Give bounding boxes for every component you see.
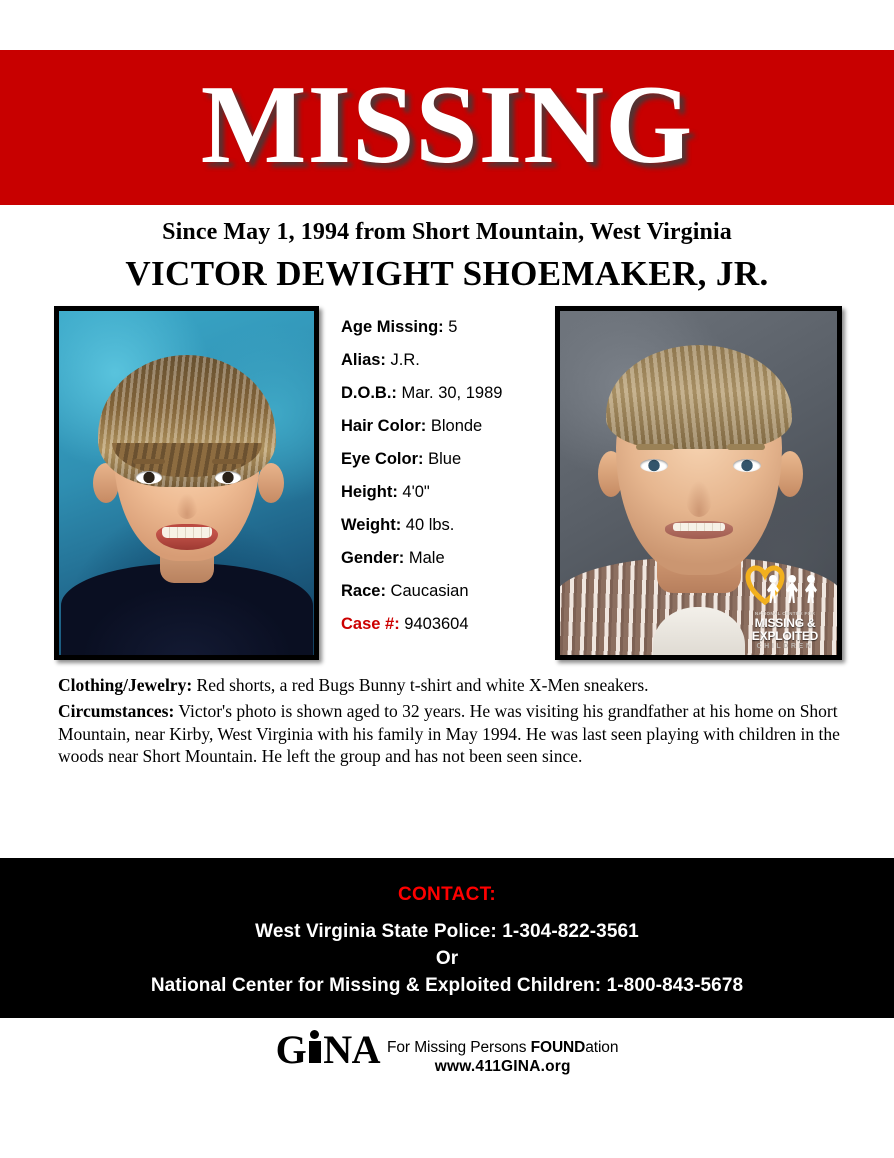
person-figure-icon	[803, 575, 819, 603]
ncmec-mark	[739, 565, 831, 611]
clothing-jewelry-label: Clothing/Jewelry:	[58, 675, 193, 695]
gina-footer	[0, 1027, 894, 1076]
detail-value: 4'0"	[402, 483, 430, 501]
ncmec-line2: EXPLOITED	[751, 628, 819, 643]
gina-wordmark	[275, 1027, 381, 1072]
detail-label: Alias:	[341, 351, 386, 369]
detail-label: Eye Color:	[341, 450, 424, 468]
clothing-jewelry-text: Red shorts, a red Bugs Bunny t-shirt and white X-Men sneakers.	[192, 675, 649, 695]
ncmec-logo	[739, 565, 831, 651]
detail-row	[341, 417, 555, 436]
adult-brow-right	[727, 444, 765, 450]
person-figure-icon	[784, 575, 800, 603]
detail-value: Mar. 30, 1989	[401, 384, 503, 402]
circumstances-label: Circumstances:	[58, 700, 175, 721]
detail-value: J.R.	[390, 351, 420, 369]
detail-row	[341, 318, 555, 337]
adult-eye-left	[640, 459, 668, 472]
child-photo	[59, 311, 314, 655]
clothing-jewelry-line	[58, 674, 840, 697]
detail-label: Height:	[341, 483, 398, 501]
contact-or-line: Or	[435, 948, 459, 969]
top-margin	[0, 0, 894, 50]
child-brow-right	[212, 459, 244, 464]
age-progressed-photo-frame	[555, 306, 842, 660]
adult-eye-right	[733, 459, 761, 472]
person-name: VICTOR DEWIGHT SHOEMAKER, JR.	[125, 254, 769, 293]
narrative-section	[0, 660, 894, 768]
details-list	[319, 306, 555, 648]
ncmec-figures	[765, 575, 819, 603]
detail-row	[341, 450, 555, 469]
banner-title: MISSING	[200, 62, 694, 187]
since-line: Since May 1, 1994 from Short Mountain, West Virginia	[162, 219, 732, 245]
detail-value: Male	[408, 549, 445, 567]
detail-row	[341, 549, 555, 568]
contact-police-line: West Virginia State Police: 1-304-822-3561	[255, 921, 639, 942]
adult-brow-left	[636, 444, 674, 450]
detail-row	[341, 384, 555, 403]
detail-value: Caucasian	[390, 582, 469, 600]
person-figure-icon	[765, 575, 781, 603]
detail-row	[341, 351, 555, 370]
gina-letters-na: NA	[323, 1027, 381, 1072]
gina-tagline-suffix: ation	[585, 1039, 619, 1056]
detail-value: Blue	[428, 450, 462, 468]
detail-label: Gender:	[341, 549, 405, 567]
child-ear-right	[258, 463, 284, 503]
contact-ncmec-line: National Center for Missing & Exploited Children: 1-800-843-5678	[150, 975, 744, 996]
case-number-value: 9403604	[404, 615, 469, 633]
gina-tagline-block	[387, 1030, 618, 1076]
adult-hair	[606, 345, 792, 449]
adult-nose	[686, 481, 712, 517]
contact-bar	[0, 858, 894, 1018]
age-progressed-photo	[560, 311, 837, 655]
ncmec-line3: CHILDREN	[756, 643, 814, 650]
child-eye-left	[136, 471, 162, 484]
detail-label: Hair Color:	[341, 417, 427, 435]
child-brow-left	[133, 459, 165, 464]
detail-label: Weight:	[341, 516, 402, 534]
gina-tagline-prefix: For Missing Persons	[387, 1039, 531, 1056]
detail-row	[341, 516, 555, 535]
detail-label: D.O.B.:	[341, 384, 397, 402]
detail-value: 40 lbs.	[405, 516, 455, 534]
detail-value: Blonde	[430, 417, 483, 435]
ncmec-line1: MISSING &	[754, 616, 816, 630]
photos-and-details-row	[0, 306, 894, 660]
detail-row	[341, 483, 555, 502]
child-teeth	[162, 527, 212, 538]
gina-person-icon	[307, 1030, 322, 1063]
detail-value: 5	[448, 318, 458, 336]
child-eye-right	[215, 471, 241, 484]
contact-heading: CONTACT:	[397, 884, 497, 905]
case-number-label: Case #:	[341, 615, 400, 633]
detail-row	[341, 582, 555, 601]
detail-label: Race:	[341, 582, 386, 600]
gina-tagline-bold: FOUND	[530, 1039, 586, 1056]
missing-banner	[0, 50, 894, 205]
ncmec-top-text: NATIONAL CENTER FOR	[754, 611, 816, 616]
gina-letter-g: G	[275, 1027, 307, 1072]
child-photo-frame	[54, 306, 319, 660]
circumstances-line	[58, 700, 840, 768]
adult-teeth	[673, 523, 725, 531]
circumstances-text: Victor's photo is shown aged to 32 years. He was visiting his grandfather at his home on Short Mountain, near Kirby, West Virginia with his family in May 1994. He was last seen playing with children in the woods near Short Mountain. He left the group and has not been seen since.	[58, 700, 840, 767]
detail-label: Age Missing:	[341, 318, 444, 336]
gina-url: www.411GINA.org	[434, 1058, 571, 1075]
detail-row-case-number	[341, 615, 555, 634]
child-nose	[176, 493, 198, 519]
gina-tagline	[387, 1039, 618, 1057]
